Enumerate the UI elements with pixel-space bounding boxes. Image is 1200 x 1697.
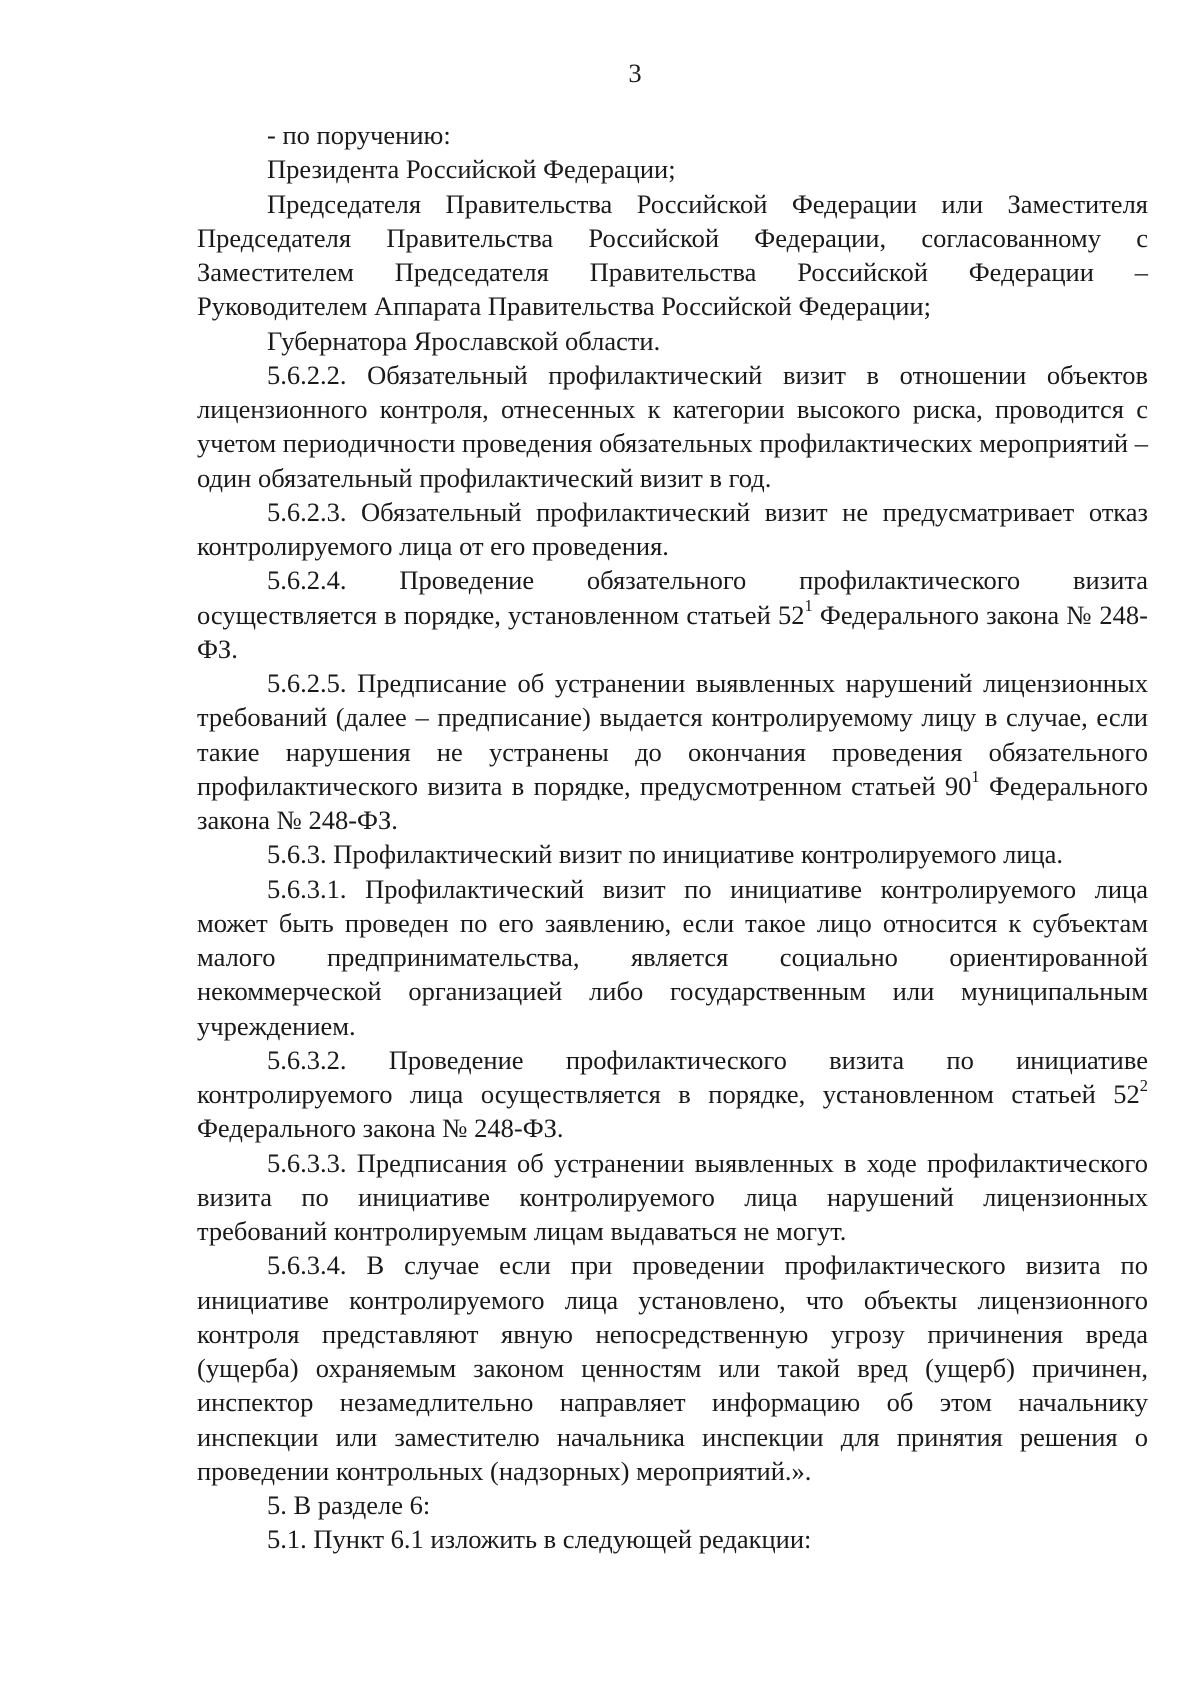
paragraph-5-6-3-2: [197, 1043, 1148, 1146]
superscript: 1: [804, 596, 813, 616]
paragraph-text: Федерального закона № 248-ФЗ.: [197, 770, 1148, 835]
paragraph-by-instruction: - по поручению:: [267, 120, 451, 150]
paragraph-5-6-3: 5.6.3. Профилактический визит по инициативе контролируемого лица.: [267, 839, 1064, 870]
document-body: [197, 118, 1148, 1557]
paragraph-5-6-2-2: 5.6.2.2. Обязательный профилактический визит в отношении объектов лицензионного контроля, отнесенных к категории высокого риска, проводится с учетом периодичности проведения обязательных профилактических мероприятий – один обязательный профилактический визит в год.: [197, 359, 1148, 493]
paragraph-text: Федерального закона № 248-ФЗ.: [197, 1113, 564, 1144]
superscript: 2: [1139, 1075, 1148, 1095]
paragraph-president: Президента Российской Федерации;: [267, 154, 676, 185]
paragraph-chairman-government: Председателя Правительства Российской Федерации или Заместителя Председателя Правительства Российской Федерации, согласованному с Заместителем Председателя Правительства Российской Федерации – Руководителем Аппарата Правительства Российской Федерации;: [197, 188, 1148, 322]
page-number: 3: [628, 58, 642, 88]
superscript: 1: [971, 767, 980, 787]
paragraph-governor: Губернатора Ярославской области.: [267, 325, 661, 356]
paragraph-5-6-2-5: [197, 666, 1148, 837]
paragraph-5-6-3-3: 5.6.3.3. Предписания об устранении выявленных в ходе профилактического визита по инициативе контролируемого лица нарушений лицензионных требований контролируемым лицам выдаваться не могут.: [197, 1147, 1148, 1246]
paragraph-5-6-3-4: 5.6.3.4. В случае если при проведении профилактического визита по инициативе контролируемого лица установлено, что объекты лицензионного контроля представляют явную непосредственную угрозу причинения вреда (ущерба) охраняемым законом ценностям или такой вред (ущерб) причинен, инспектор незамедлительно направляет информацию об этом начальнику инспекции или заместителю начальника инспекции для принятия решения о проведении контрольных (надзорных) мероприятий.».: [197, 1250, 1148, 1486]
paragraph-5-1: 5.1. Пункт 6.1 изложить в следующей редакции:: [267, 1524, 812, 1555]
paragraph-text: 5.6.3.2. Проведение профилактического визита по инициативе контролируемого лица осуществляется в порядке, установленном статьей 52: [197, 1044, 1148, 1109]
paragraph-5-6-2-3: 5.6.2.3. Обязательный профилактический визит не предусматривает отказ контролируемого лица от его проведения.: [197, 496, 1148, 561]
paragraph-section-6: 5. В разделе 6:: [267, 1490, 431, 1520]
paragraph-5-6-3-1: 5.6.3.1. Профилактический визит по инициативе контролируемого лица может быть проведен по его заявлению, если такое лицо относится к субъектам малого предпринимательства, является социально ориентированной некоммерческой организацией либо государственным или муниципальным учреждением.: [197, 873, 1148, 1041]
paragraph-text: Федерального закона № 248-ФЗ.: [197, 599, 1148, 664]
paragraph-5-6-2-4: [197, 563, 1148, 666]
paragraph-text: 5.6.2.4. Проведение обязательного профилактического визита осуществляется в порядке, установленном статьей 52: [197, 565, 1148, 630]
paragraph-text: 5.6.2.5. Предписание об устранении выявленных нарушений лицензионных требований (далее – предписание) выдается контролируемому лицу в случае, если такие нарушения не устранены до окончания проведения обязательного профилактического визита в порядке, предусмотренном статьей 90: [197, 668, 1148, 801]
